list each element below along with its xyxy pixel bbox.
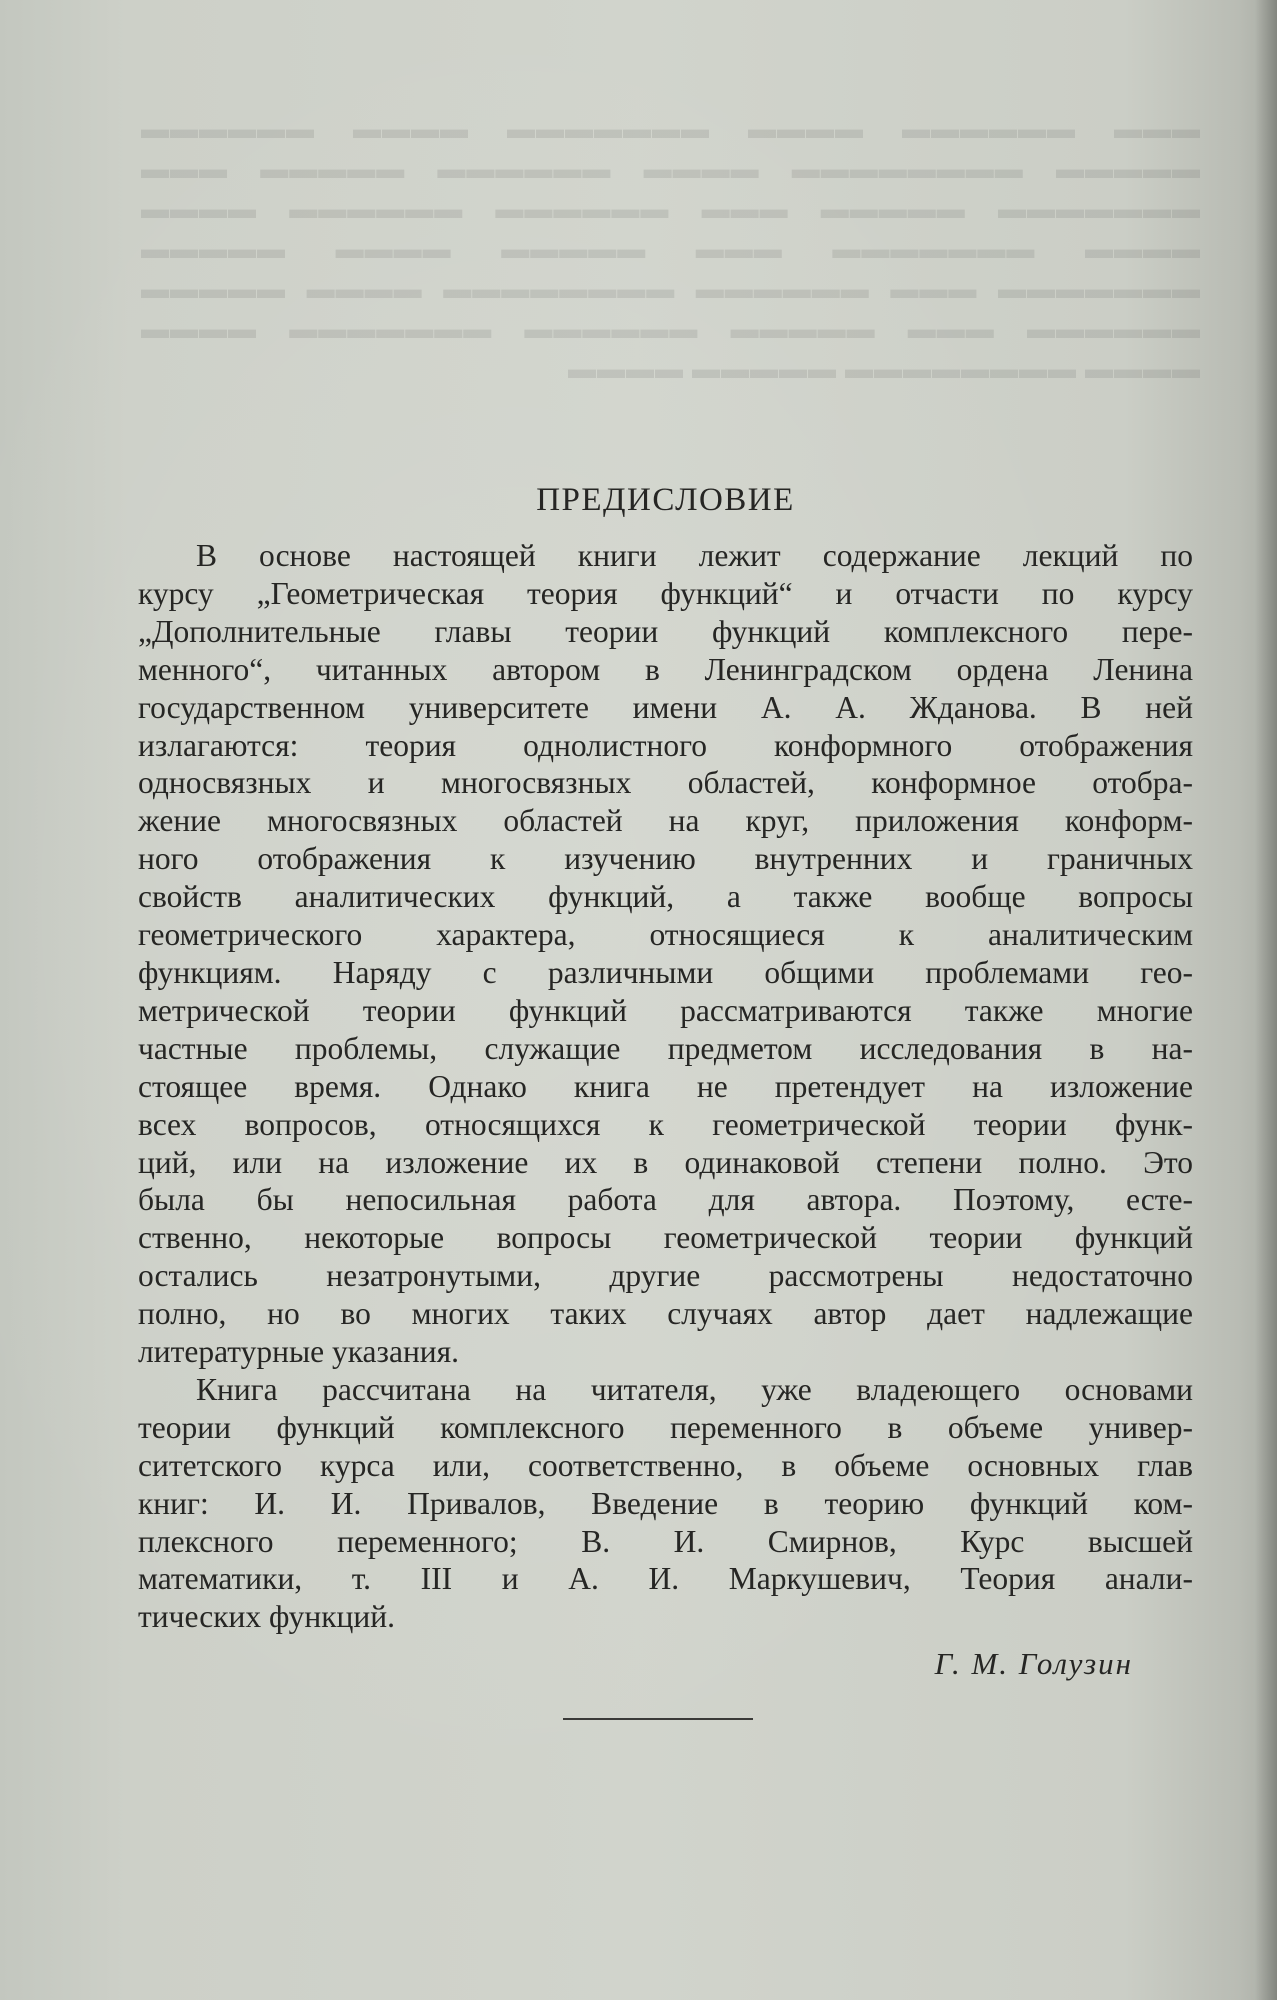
text-line: курсу „Геометрическая теория функций“ и отчасти по курсу: [138, 575, 1193, 611]
preface-section: [138, 482, 1193, 1720]
text-line: частные проблемы, служащие предметом исследования в на-: [138, 1030, 1193, 1066]
text-line: полно, но во многих таких случаях автор дает надлежащие: [138, 1296, 1193, 1332]
text-line: государственном университете имени А. А. Жданова. В ней: [138, 689, 1193, 725]
paragraph-1: [138, 537, 1193, 1371]
text-line: односвязных и многосвязных областей, конформное отобра-: [138, 765, 1193, 801]
text-line: В основе настоящей книги лежит содержание лекций по: [196, 538, 1193, 573]
bleed-through-text: ▬▬▬ ▬▬▬▬▬▬ ▬▬▬▬ ▬▬▬▬▬▬▬ ▬▬▬▬ ▬▬▬▬▬▬ ▬▬▬▬▬ ▬▬▬▬▬▬▬▬ ▬▬▬▬ ▬▬▬▬▬▬ ▬▬▬▬▬ ▬▬▬ ▬▬▬▬▬▬▬ ▬▬▬▬▬ ▬▬▬ ▬▬▬▬▬▬ ▬▬▬▬▬▬ ▬▬▬▬ ▬▬▬▬ ▬▬▬▬▬▬▬ ▬▬▬ ▬▬▬▬▬ ▬▬▬▬ ▬▬▬▬▬ ▬▬▬▬▬▬▬ ▬▬▬ ▬▬▬▬▬▬ ▬▬▬▬▬▬▬▬ ▬▬▬▬ ▬▬▬▬▬ ▬▬▬▬▬▬ ▬▬▬ ▬▬▬▬▬ ▬▬▬▬▬▬ ▬▬▬▬▬▬▬ ▬▬▬▬ ▬▬▬▬ ▬▬▬▬▬▬▬▬ ▬▬▬▬▬ ▬▬▬▬: [140, 114, 1200, 385]
text-line: математики, т. III и А. И. Маркушевич, Теория анали-: [138, 1561, 1193, 1597]
text-line: метрической теории функций рассматриваются также многие: [138, 992, 1193, 1028]
text-line: теории функций комплексного переменного в объеме универ-: [138, 1409, 1193, 1445]
text-line: была бы непосильная работа для автора. Поэтому, есте-: [138, 1182, 1193, 1218]
text-line: менного“, читанных автором в Ленинградском ордена Ленина: [138, 651, 1193, 687]
text-line: функциям. Наряду с различными общими проблемами гео-: [138, 954, 1193, 990]
preface-title: ПРЕДИСЛОВИЕ: [536, 482, 795, 518]
text-line: ций, или на изложение их в одинаковой степени полно. Это: [138, 1144, 1193, 1180]
text-line: ного отображения к изучению внутренних и граничных: [138, 841, 1193, 877]
text-line: „Дополнительные главы теории функций комплексного пере-: [138, 613, 1193, 649]
section-divider: [563, 1718, 753, 1720]
text-line: тических функций.: [138, 1599, 395, 1635]
text-line: жение многосвязных областей на круг, приложения конформ-: [138, 803, 1193, 839]
text-line: остались незатронутыми, другие рассмотрены недостаточно: [138, 1258, 1193, 1294]
page-gutter-shadow: [1255, 0, 1277, 2000]
text-line: Книга рассчитана на читателя, уже владеющего основами: [196, 1371, 1193, 1407]
text-line: плексного переменного; В. И. Смирнов, Курс высшей: [138, 1523, 1193, 1559]
text-line: литературные указания.: [138, 1334, 460, 1370]
text-line: стоящее время. Однако книга не претендует на изложение: [138, 1068, 1193, 1104]
author-signature: Г. М. Голузин: [934, 1646, 1133, 1682]
text-line: книг: И. И. Привалов, Введение в теорию функций ком-: [138, 1485, 1193, 1521]
paragraph-2: [138, 1371, 1193, 1636]
text-line: ственно, некоторые вопросы геометрической теории функций: [138, 1220, 1193, 1256]
text-line: геометрического характера, относящиеся к аналитическим: [138, 917, 1193, 953]
text-line: излагаются: теория однолистного конформного отображения: [138, 727, 1193, 763]
text-line: свойств аналитических функций, а также вообще вопросы: [138, 879, 1193, 915]
text-line: всех вопросов, относящихся к геометрической теории функ-: [138, 1106, 1193, 1142]
text-line: ситетского курса или, соответственно, в объеме основных глав: [138, 1447, 1193, 1483]
